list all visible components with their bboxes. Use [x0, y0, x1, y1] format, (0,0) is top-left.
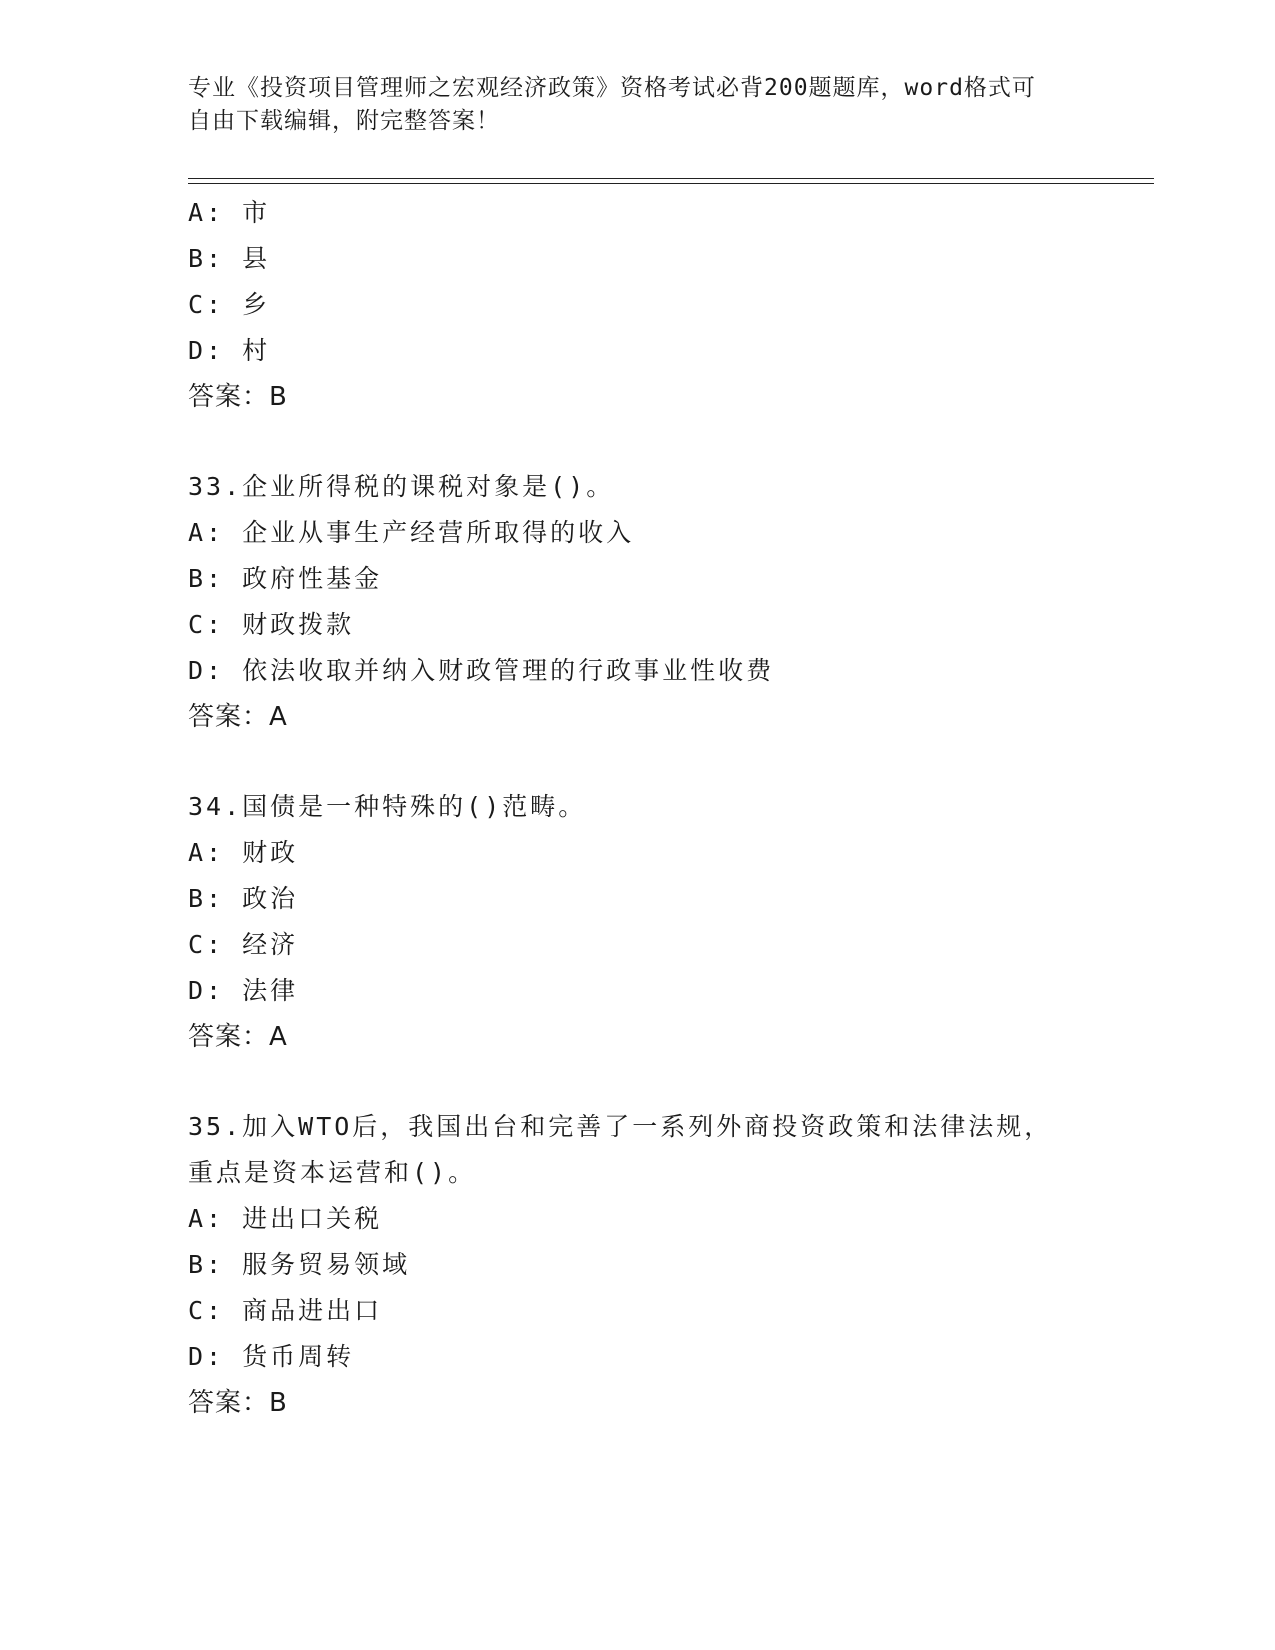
option-d: D: 村: [188, 336, 271, 365]
question-block-33: [188, 464, 1138, 740]
answer-line: 答案：B: [188, 1388, 288, 1418]
option-c: C: 经济: [188, 930, 299, 959]
spacer: [188, 1060, 1138, 1104]
question-block-35: [188, 1104, 1138, 1426]
header-title-line-2: 自由下载编辑，附完整答案！: [188, 108, 500, 134]
question-text: 33.企业所得税的课税对象是()。: [188, 472, 615, 501]
option-a: A: 进出口关税: [188, 1204, 383, 1233]
answer-line: 答案：A: [188, 702, 288, 732]
option-d: D: 依法收取并纳入财政管理的行政事业性收费: [188, 656, 775, 685]
spacer: [188, 420, 1138, 464]
answer-line: 答案：B: [188, 382, 288, 412]
option-b: B: 服务贸易领域: [188, 1250, 411, 1279]
option-d: D: 法律: [188, 976, 299, 1005]
option-b: B: 政治: [188, 884, 299, 913]
question-block-34: [188, 784, 1138, 1060]
option-c: C: 财政拨款: [188, 610, 355, 639]
option-c: C: 乡: [188, 290, 271, 319]
answer-line: 答案：A: [188, 1022, 288, 1052]
header-divider-top: [188, 178, 1154, 179]
option-b: B: 县: [188, 244, 271, 273]
header-divider-bottom: [188, 183, 1154, 184]
question-text-line-1: 35.加入WTO后，我国出台和完善了一系列外商投资政策和法律法规，: [188, 1112, 1053, 1141]
header-title-line-1: 专业《投资项目管理师之宏观经济政策》资格考试必背200题题库，word格式可: [188, 75, 1036, 101]
option-a: A: 企业从事生产经营所取得的收入: [188, 518, 635, 547]
option-a: A: 市: [188, 198, 271, 227]
document-header: [188, 72, 1088, 138]
question-block-32: [188, 190, 1138, 420]
option-d: D: 货币周转: [188, 1342, 355, 1371]
option-a: A: 财政: [188, 838, 299, 867]
question-text: 34.国债是一种特殊的()范畴。: [188, 792, 587, 821]
option-c: C: 商品进出口: [188, 1296, 383, 1325]
spacer: [188, 740, 1138, 784]
option-b: B: 政府性基金: [188, 564, 383, 593]
question-text-line-2: 重点是资本运营和()。: [188, 1158, 477, 1187]
document-body: [188, 190, 1138, 1426]
